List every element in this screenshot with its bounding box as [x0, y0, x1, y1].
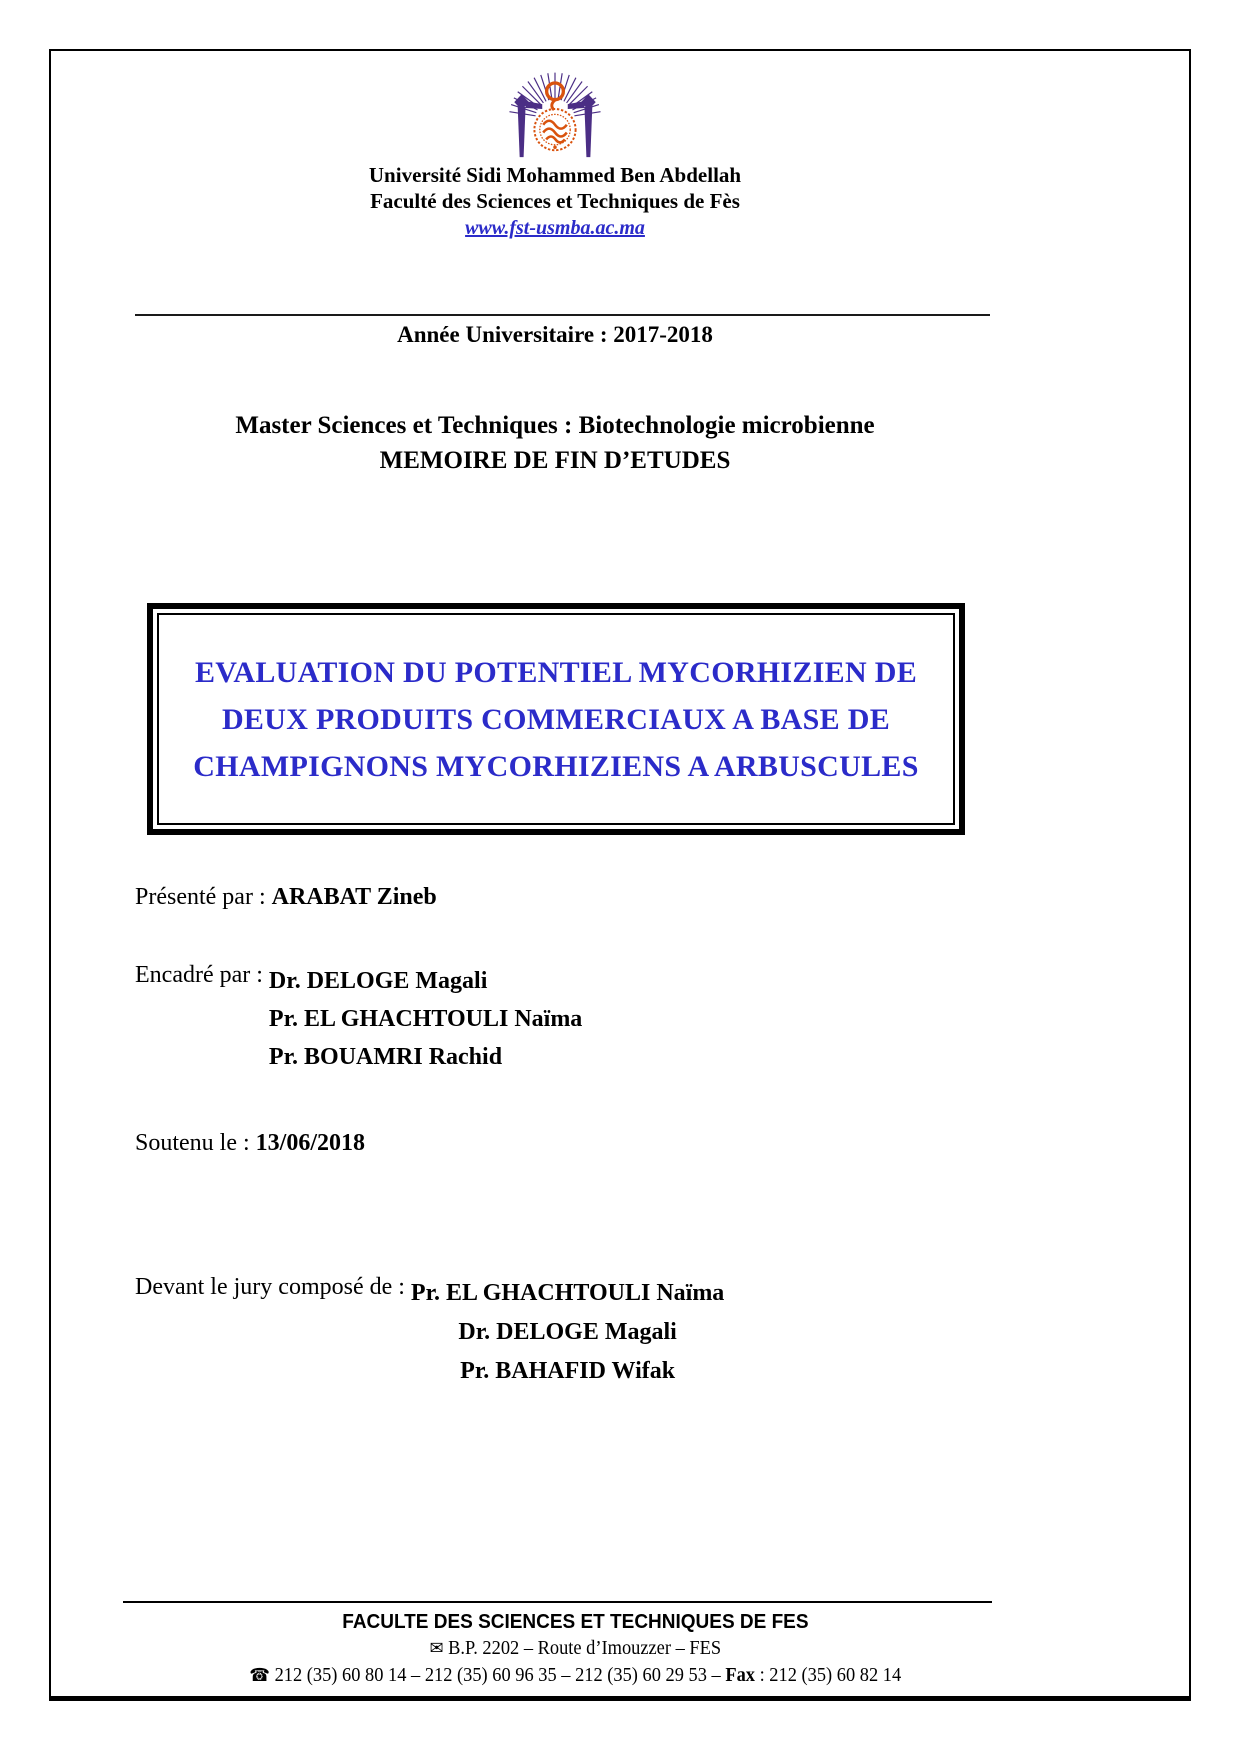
footer-faculty-name: FACULTE DES SCIENCES ET TECHNIQUES DE FES	[341, 1611, 809, 1633]
thesis-title-line-2: DEUX PRODUITS COMMERCIAUX A BASE DE	[221, 702, 891, 736]
mail-icon: ✉	[429, 1638, 444, 1659]
presented-by-label: Présenté par :	[135, 884, 272, 910]
jury-member: Dr. DELOGE Magali	[458, 1319, 677, 1345]
thesis-title-inner-frame	[157, 613, 955, 825]
memoir-title: MEMOIRE DE FIN D’ETUDES	[379, 447, 731, 474]
supervisor-name: Pr. EL GHACHTOULI Naïma	[268, 1006, 583, 1032]
logo-left-pillar	[514, 94, 542, 157]
defense-date-label: Soutenu le :	[135, 1130, 256, 1156]
jury-members	[411, 1274, 724, 1391]
thesis-title-line-3: CHAMPIGNONS MYCORHIZIENS A ARBUSCULES	[193, 749, 919, 783]
footer-block	[100, 1609, 1050, 1689]
university-name: Université Sidi Mohammed Ben Abdellah	[368, 163, 742, 187]
program-block	[100, 408, 1010, 478]
supervised-by-label: Encadré par :	[135, 962, 269, 988]
fax-number: : 212 (35) 60 82 14	[754, 1664, 901, 1686]
phone-icon: ☎	[249, 1665, 270, 1686]
jury-member: Pr. EL GHACHTOULI Naïma	[410, 1280, 725, 1306]
defense-date: 13/06/2018	[255, 1130, 365, 1156]
defense-date-row	[135, 1130, 365, 1157]
page-frame	[49, 49, 1191, 1701]
fax-label: Fax	[725, 1664, 755, 1686]
footer-phones: 212 (35) 60 80 14 – 212 (35) 60 96 35 – 212 (35) 60 29 53 –	[274, 1664, 726, 1686]
footer-address: B.P. 2202 – Route d’Imouzzer – FES	[447, 1637, 721, 1659]
faculty-name: Faculté des Sciences et Techniques de Fès	[370, 189, 740, 213]
jury-member: Pr. BAHAFID Wifak	[460, 1358, 676, 1384]
supervised-by-row	[135, 962, 582, 1076]
header-block	[100, 56, 1010, 240]
header-divider	[135, 314, 990, 316]
academic-year: Année Universitaire : 2017-2018	[397, 322, 713, 347]
thesis-title-box	[147, 603, 965, 835]
jury-row	[135, 1274, 724, 1391]
website-link[interactable]: www.fst-usmba.ac.ma	[465, 217, 645, 239]
university-logo	[496, 56, 614, 162]
footer-divider	[123, 1601, 992, 1603]
supervisor-name: Dr. DELOGE Magali	[268, 968, 488, 994]
thesis-title-line-1: EVALUATION DU POTENTIEL MYCORHIZIEN DE	[194, 655, 918, 689]
presented-by-row	[135, 884, 437, 911]
presented-by-name: ARABAT Zineb	[271, 884, 437, 910]
jury-label: Devant le jury composé de :	[135, 1274, 411, 1300]
supervisor-names	[269, 962, 582, 1076]
supervisor-name: Pr. BOUAMRI Rachid	[268, 1044, 503, 1070]
logo-right-pillar	[568, 94, 596, 157]
master-program: Master Sciences et Techniques : Biotechnologie microbienne	[235, 412, 875, 439]
